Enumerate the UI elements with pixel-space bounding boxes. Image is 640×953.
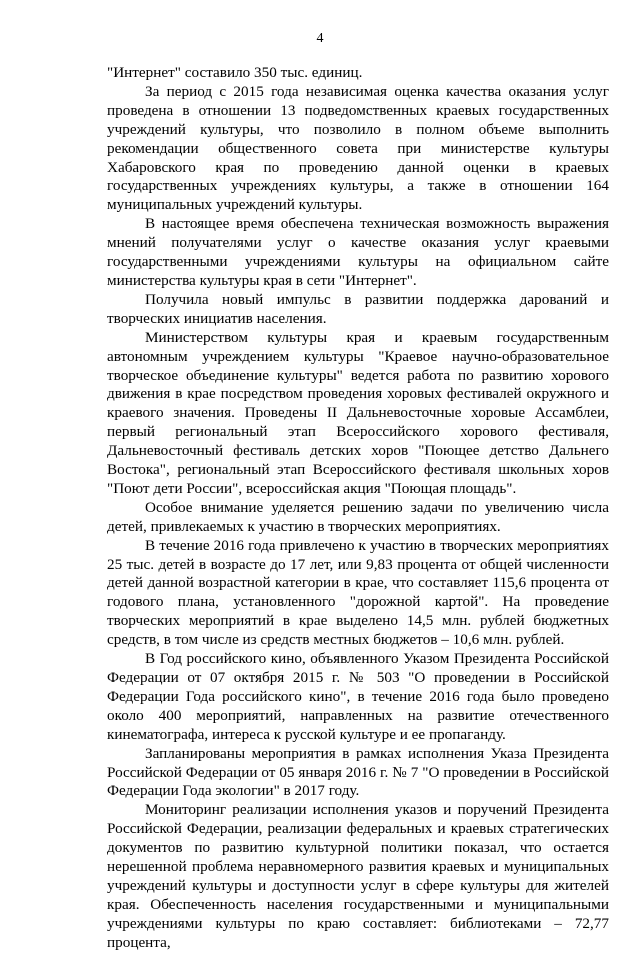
paragraph-choral-movement: Министерством культуры края и краевым государственным автономным учреждением культуры "Краевое научно-образовательное творческое объединение культуры" ведется работа по развитию хорового движения в крае посредством проведения хоровых фестивалей окружного и краевого значения. Проведены II Дальневосточные хоровые Ассамблеи, первый региональный этап Всероссийского хорового фестиваля, Дальневосточный фестиваль детских хоров "Поющее детство Дальнего Востока", региональный этап Всероссийского фестиваля школьных хоров "Поют дети России", всероссийская акция "Поющая площадь". <box>107 328 609 497</box>
page-number: 4 <box>316 31 324 46</box>
paragraph-feedback-possibility: В настоящее время обеспечена техническая возможность выражения мнений получателями услуг о качестве оказания услуг краевыми государственными учреждениями культуры на официальном сайте министерства культуры края в сети "Интернет". <box>107 215 609 289</box>
paragraph-year-of-ecology: Запланированы мероприятия в рамках исполнения Указа Президента Российской Федерации от 05 января 2016 г. № 7 "О проведении в Российской Федерации Года экологии" в 2017 году. <box>107 744 609 800</box>
paragraph-monitoring: Мониторинг реализации исполнения указов и поручений Президента Российской Федерации, реализации федеральных и краевых стратегических документов по развитию культурной политики показал, что остается нерешенной проблема неравномерного развития краевых и муниципальных учреждений культуры и доступности услуг в сфере культуры для жителей края. Обеспеченность населения государственными и муниципальными учреждениями культуры по краю составляет: библиотеками – 72,77 процента, <box>107 801 609 951</box>
paragraph-independent-assessment: За период с 2015 года независимая оценка качества оказания услуг проведена в отношении 13 подведомственных краевых государственных учреждений культуры, что позволило в полном объеме выполнить рекомендации общественного совета при министерстве культуры Хабаровского края по проведению данной оценки в краевых государственных учреждениях культуры, а также в отношении 164 муниципальных учреждений культуры. <box>107 82 609 214</box>
document-body <box>107 64 609 953</box>
paragraph-continuation: "Интернет" составило 350 тыс. единиц. <box>107 64 363 81</box>
paragraph-talent-support: Получила новый импульс в развитии поддержка дарований и творческих инициатив населения. <box>107 290 609 327</box>
paragraph-2016-statistics: В течение 2016 года привлечено к участию в творческих мероприятиях 25 тыс. детей в возрасте до 17 лет, или 9,83 процента от общей численности детей данной возрастной категории в крае, что составляет 115,6 процента от годового плана, установленного "дорожной картой". На проведение творческих мероприятий в крае выделено 14,5 млн. рублей бюджетных средств, в том числе из средств местных бюджетов – 10,6 млн. рублей. <box>107 536 609 649</box>
paragraph-children-participation: Особое внимание уделяется решению задачи по увеличению числа детей, привлекаемых к участию в творческих мероприятиях. <box>107 498 609 535</box>
paragraph-year-of-cinema: В Год российского кино, объявленного Указом Президента Российской Федерации от 07 октября 2015 г. № 503 "О проведении в Российской Федерации Года российского кино", в течение 2016 года было проведено около 400 мероприятий, направленных на развитие отечественного кинематографа, интереса к русской культуре и ее пропаганду. <box>107 650 609 743</box>
